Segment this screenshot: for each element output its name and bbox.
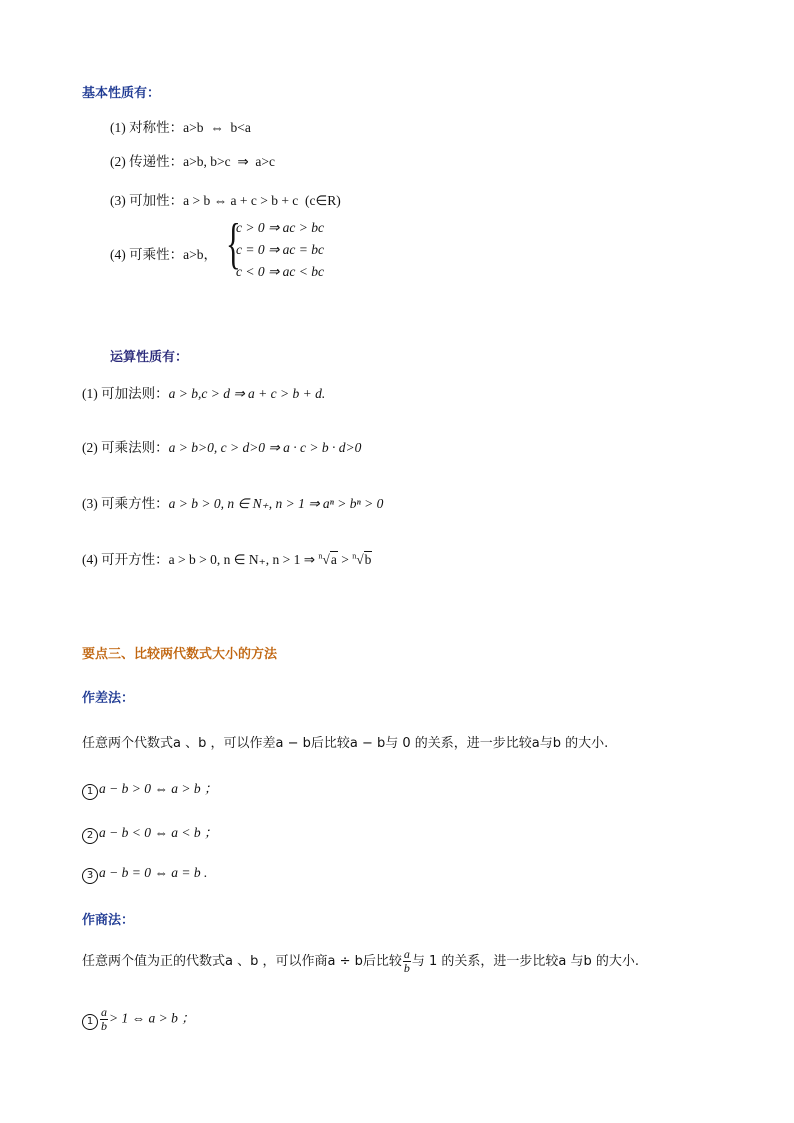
operation-rule-2 bbox=[82, 436, 361, 456]
basic-properties-heading: 基本性质有： bbox=[82, 86, 161, 101]
difference-method-heading: 作差法： bbox=[82, 691, 135, 706]
nth-root-b: $^n$√b bbox=[352, 551, 372, 567]
circled-number: 1 bbox=[82, 1014, 98, 1030]
difference-item-2 bbox=[82, 821, 217, 844]
cases-brace-group bbox=[226, 213, 366, 286]
fraction-a-over-b: $\frac{a}{b}$ bbox=[403, 947, 410, 975]
property-label: (1) 对称性： bbox=[110, 120, 184, 135]
rule-expr: a > b > 0, n ∈ N₊, n > 1 ⇒ bbox=[168, 552, 319, 567]
operation-rule-3 bbox=[82, 492, 383, 512]
operation-rule-4: (4) 可开方性：a > b > 0, n ∈ N₊, n > 1 ⇒ $^n$√a > $^n$√b bbox=[82, 551, 372, 567]
case-positive: c > 0 ⇒ ac > bc bbox=[236, 220, 325, 235]
difference-expr: a − b < 0 ⇔ a < b ； bbox=[99, 825, 218, 840]
property-label: (2) 传递性： bbox=[110, 154, 184, 169]
basic-property-4 bbox=[110, 243, 217, 263]
property-label: (4) 可乘性： bbox=[110, 247, 184, 262]
rule-expr: a > b>0, c > d>0 ⇒ a · c > b · d>0 bbox=[168, 440, 362, 455]
difference-item-3 bbox=[82, 865, 207, 884]
rule-label: (4) 可开方性： bbox=[82, 552, 169, 567]
rule-label: (3) 可乘方性： bbox=[82, 496, 169, 511]
property-label: (3) 可加性： bbox=[110, 193, 184, 208]
quotient-method-heading: 作商法： bbox=[82, 913, 135, 928]
quotient-method-text: 任意两个值为正的代数式a 、b ，可以作商a ÷ b后比较 $\frac{a}{b}$ 与 1 的关系，进一步比较a 与b 的大小. bbox=[82, 947, 640, 975]
difference-expr: a − b > 0 ⇔ a > b ； bbox=[99, 781, 218, 796]
operation-rule-1 bbox=[82, 382, 325, 402]
rule-expr: a > b > 0, n ∈ N₊, n > 1 ⇒ aⁿ > bⁿ > 0 bbox=[168, 496, 384, 511]
property-expr: a>b， bbox=[183, 247, 217, 262]
basic-property-2 bbox=[110, 150, 275, 170]
rule-expr: a > b,c > d ⇒ a + c > b + d. bbox=[168, 386, 326, 401]
operation-properties-heading: 运算性质有： bbox=[110, 350, 189, 365]
difference-expr: a − b = 0 ⇔ a = b . bbox=[99, 865, 208, 880]
basic-property-3 bbox=[110, 189, 341, 209]
case-negative: c < 0 ⇒ ac < bc bbox=[236, 264, 325, 279]
rule-label: (2) 可乘法则： bbox=[82, 440, 169, 455]
property-expr: a>b ⇔ b<a bbox=[183, 120, 251, 135]
circled-number: 2 bbox=[82, 828, 98, 844]
quotient-item-1 bbox=[82, 1006, 195, 1033]
case-zero: c = 0 ⇒ ac = bc bbox=[236, 242, 325, 257]
quotient-expr: > 1 ⇔ a > b ； bbox=[109, 1010, 195, 1026]
section-point-three-heading: 要点三、比较两代数式大小的方法 bbox=[82, 647, 278, 662]
property-expr: a > b ⇔ a + c > b + c (c∈R) bbox=[183, 193, 341, 208]
circled-number: 1 bbox=[82, 784, 98, 800]
rule-label: (1) 可加法则： bbox=[82, 386, 169, 401]
difference-item-1 bbox=[82, 777, 217, 800]
difference-method-text: 任意两个代数式a 、b ，可以作差a − b后比较a − b与 0 的关系，进一步比较a与b 的大小. bbox=[82, 736, 609, 751]
property-expr: a>b, b>c ⇒ a>c bbox=[183, 154, 275, 169]
fraction-a-over-b: $\frac{a}{b}$ bbox=[101, 1005, 107, 1033]
basic-property-1 bbox=[110, 116, 251, 136]
circled-number: 3 bbox=[82, 868, 98, 884]
left-brace: { bbox=[226, 213, 241, 275]
nth-root-a: $^n$√a bbox=[318, 551, 337, 567]
